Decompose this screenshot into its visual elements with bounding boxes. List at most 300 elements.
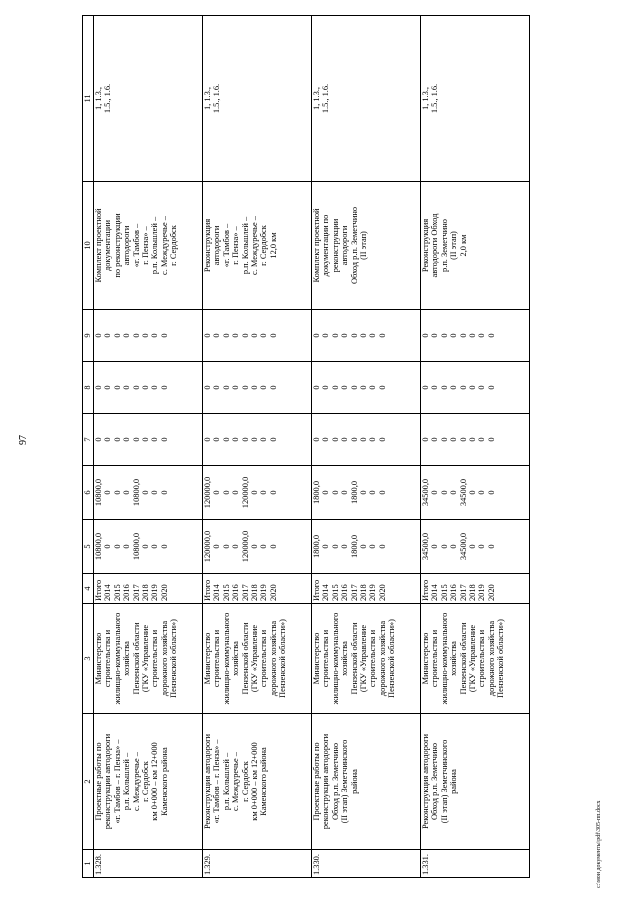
funding-local-cell: 0: [112, 385, 122, 390]
funding-local-cell: 0: [321, 385, 331, 390]
funding-local-cell: 0: [240, 385, 250, 390]
row-number: 1.330.: [312, 850, 421, 878]
activity-name-line: Проектные работы по: [312, 742, 321, 821]
executor-line: дорожного хозяйства: [159, 620, 169, 697]
year-cell: 2020: [486, 584, 496, 601]
result-column: [421, 182, 530, 310]
funding-other-cell: 0: [477, 333, 487, 338]
funding-federal-cell: 0: [212, 437, 222, 442]
funding-total-cell: 0: [321, 544, 331, 549]
funding-regional-cell: 0: [377, 490, 387, 495]
year-cell: 2015: [221, 584, 231, 601]
funding-federal-cell: 0: [340, 437, 350, 442]
executor-line: дорожного хозяйства: [377, 620, 387, 697]
executor-line: Пензенской области: [458, 622, 468, 695]
funding-federal-cell: 0: [203, 437, 212, 442]
funding-total-cell: 34500,0: [421, 532, 430, 561]
funding-total-column: [203, 520, 312, 574]
funding-other-cell: 0: [449, 333, 459, 338]
funding-total-cell: 1800,0: [349, 534, 359, 559]
year-cell: 2020: [159, 584, 169, 601]
executor-line: Министерство: [312, 632, 321, 685]
funding-other-cell: 0: [358, 333, 368, 338]
funding-local-cell: 0: [349, 385, 359, 390]
funding-federal-cell: 0: [249, 437, 259, 442]
funding-total-cell: 0: [212, 544, 222, 549]
executor-line: строительства и: [477, 629, 487, 688]
executor-line: (ГКУ «Управление: [358, 624, 368, 693]
result-line: г. Сердобск: [169, 225, 179, 266]
funding-local-cell: 0: [439, 385, 449, 390]
funding-local-cell: 0: [486, 385, 496, 390]
result-line: реконструкции: [330, 218, 340, 273]
funding-total-cell: 0: [486, 544, 496, 549]
funding-federal-cell: 0: [358, 437, 368, 442]
funding-federal-column: [421, 414, 530, 466]
funding-other-cell: 0: [349, 333, 359, 338]
funding-federal-cell: 0: [103, 437, 113, 442]
funding-regional-cell: 34500,0: [458, 478, 468, 507]
funding-regional-cell: 120000,0: [203, 476, 212, 509]
funding-other-cell: 0: [131, 333, 141, 338]
funding-federal-cell: 0: [94, 437, 103, 442]
indicator-ref-line: 1, 1.3.,: [94, 86, 103, 111]
funding-local-cell: 0: [377, 385, 387, 390]
year-cell: 2016: [231, 584, 241, 601]
year-cell: 2019: [259, 584, 269, 601]
year-cell: 2015: [330, 584, 340, 601]
funding-federal-cell: 0: [467, 437, 477, 442]
result-column: [203, 182, 312, 310]
year-cell: 2019: [477, 584, 487, 601]
year-column: [312, 574, 421, 604]
result-line: «г. Тамбов –: [221, 223, 231, 268]
funding-total-cell: 10800,0: [94, 532, 103, 561]
activity-name-line: района: [349, 769, 359, 794]
executor-line: строительства и: [321, 629, 331, 688]
funding-regional-cell: 0: [249, 490, 259, 495]
executor-line: Министерство: [94, 632, 103, 685]
funding-other-column: [421, 310, 530, 362]
executor-column: [94, 604, 203, 714]
executor-line: жилищно-коммунального: [112, 612, 122, 705]
executor-line: строительства и: [150, 629, 160, 688]
executor-column: [312, 604, 421, 714]
result-line: Комплект проектной: [312, 208, 321, 283]
result-line: Реконструкция: [203, 218, 212, 273]
funding-local-column: [312, 362, 421, 414]
funding-regional-cell: 0: [321, 490, 331, 495]
table-row: [421, 16, 530, 878]
executor-line: Пензенской области»): [387, 619, 397, 698]
funding-regional-cell: 0: [150, 490, 160, 495]
funding-regional-cell: 0: [221, 490, 231, 495]
activity-name-line: км 0+000 – км 12+000: [249, 742, 259, 821]
funding-federal-cell: 0: [268, 437, 278, 442]
activity-name-line: Проектные работы по: [94, 742, 103, 821]
year-cell: 2018: [358, 584, 368, 601]
indicator-ref-column: [421, 16, 530, 182]
year-cell: 2015: [439, 584, 449, 601]
funding-total-cell: 0: [249, 544, 259, 549]
funding-federal-cell: 0: [368, 437, 378, 442]
table-row: [312, 16, 421, 878]
funding-local-cell: 0: [103, 385, 113, 390]
funding-total-cell: 0: [122, 544, 132, 549]
funding-local-cell: 0: [131, 385, 141, 390]
col-header: 6: [83, 466, 94, 520]
funding-other-cell: 0: [486, 333, 496, 338]
year-cell: 2015: [112, 584, 122, 601]
year-cell: 2020: [268, 584, 278, 601]
col-header: 11: [83, 16, 94, 182]
funding-regional-cell: 34500,0: [421, 478, 430, 507]
indicator-ref-line: 1.5., 1.6.: [321, 83, 331, 114]
result-line: г. Сердобск: [259, 225, 269, 266]
funding-regional-cell: 0: [140, 490, 150, 495]
activity-name-line: Реконструкция автодороги: [421, 734, 430, 829]
funding-regional-cell: 0: [449, 490, 459, 495]
result-line: автодороги: [340, 225, 350, 266]
result-column: [312, 182, 421, 310]
funding-local-cell: 0: [368, 385, 378, 390]
year-cell: 2014: [103, 584, 113, 601]
result-line: с. Междуречье –: [159, 216, 169, 275]
activity-name-column: [94, 714, 203, 850]
executor-line: дорожного хозяйства: [486, 620, 496, 697]
funding-regional-cell: 0: [439, 490, 449, 495]
funding-local-cell: 0: [94, 385, 103, 390]
executor-line: строительства и: [368, 629, 378, 688]
result-line: р.п. Кольшлей –: [240, 216, 250, 275]
executor-column: [203, 604, 312, 714]
funding-other-cell: 0: [377, 333, 387, 338]
activity-name-column: [203, 714, 312, 850]
result-line: документации по: [321, 214, 331, 277]
funding-regional-cell: 0: [358, 490, 368, 495]
year-column: [203, 574, 312, 604]
activity-name-line: (II этап) Земетчинского: [340, 739, 350, 824]
funding-other-cell: 0: [103, 333, 113, 338]
funding-federal-cell: 0: [377, 437, 387, 442]
funding-regional-cell: 10800,0: [94, 478, 103, 507]
funding-total-cell: 120000,0: [240, 530, 250, 563]
funding-local-cell: 0: [312, 385, 321, 390]
funding-total-cell: 120000,0: [203, 530, 212, 563]
funding-total-cell: 0: [221, 544, 231, 549]
activity-name-line: с. Междуречье –: [231, 752, 241, 811]
funding-federal-cell: 0: [122, 437, 132, 442]
funding-federal-cell: 0: [231, 437, 241, 442]
funding-other-cell: 0: [340, 333, 350, 338]
funding-federal-cell: 0: [486, 437, 496, 442]
result-column: [94, 182, 203, 310]
result-line: с. Междуречье –: [249, 216, 259, 275]
funding-federal-cell: 0: [477, 437, 487, 442]
funding-local-cell: 0: [122, 385, 132, 390]
executor-line: жилищно-коммунального: [221, 612, 231, 705]
year-cell: 2018: [467, 584, 477, 601]
funding-total-cell: 0: [231, 544, 241, 549]
funding-total-cell: 0: [150, 544, 160, 549]
funding-federal-cell: 0: [240, 437, 250, 442]
result-line: (II этап): [449, 231, 459, 260]
indicator-ref-line: 1.5., 1.6.: [430, 83, 440, 114]
result-line: р.п. Кольшлей –: [150, 216, 160, 275]
executor-line: строительства и: [430, 629, 440, 688]
executor-line: Министерство: [203, 632, 212, 685]
funding-federal-cell: 0: [159, 437, 169, 442]
year-column: [421, 574, 530, 604]
year-cell: 2016: [122, 584, 132, 601]
funding-other-cell: 0: [259, 333, 269, 338]
executor-line: Пензенской области: [240, 622, 250, 695]
funding-federal-cell: 0: [430, 437, 440, 442]
executor-line: Пензенской области: [349, 622, 359, 695]
year-cell: 2019: [368, 584, 378, 601]
funding-local-cell: 0: [430, 385, 440, 390]
funding-other-column: [203, 310, 312, 362]
funding-regional-column: [312, 466, 421, 520]
result-line: по реконструкции: [112, 213, 122, 278]
funding-total-cell: 0: [103, 544, 113, 549]
executor-line: Пензенской области: [131, 622, 141, 695]
activity-name-line: Обход р.п. Земетчино: [430, 742, 440, 821]
funding-regional-cell: 0: [486, 490, 496, 495]
funding-federal-column: [94, 414, 203, 466]
funding-federal-cell: 0: [449, 437, 459, 442]
funding-regional-cell: 0: [268, 490, 278, 495]
executor-line: (ГКУ «Управление: [249, 624, 259, 693]
executor-line: Пензенской области»): [169, 619, 179, 698]
funding-federal-cell: 0: [150, 437, 160, 442]
funding-local-cell: 0: [203, 385, 212, 390]
col-header: 10: [83, 182, 94, 310]
activity-name-line: р.п. Кольшлей –: [122, 752, 132, 811]
funding-local-cell: 0: [140, 385, 150, 390]
year-cell: Итого: [421, 579, 430, 601]
year-cell: 2014: [321, 584, 331, 601]
funding-local-cell: 0: [358, 385, 368, 390]
executor-line: жилищно-коммунального: [330, 612, 340, 705]
funding-total-cell: 0: [112, 544, 122, 549]
funding-federal-cell: 0: [439, 437, 449, 442]
activity-name-line: района: [449, 769, 459, 794]
funding-local-cell: 0: [249, 385, 259, 390]
row-number: 1.331.: [421, 850, 530, 878]
funding-federal-cell: 0: [321, 437, 331, 442]
year-cell: 2019: [150, 584, 160, 601]
activity-name-column: [312, 714, 421, 850]
funding-other-column: [312, 310, 421, 362]
result-line: 2,0 км: [458, 234, 468, 257]
executor-line: Министерство: [421, 632, 430, 685]
funding-other-cell: 0: [467, 333, 477, 338]
activity-name-line: Каменского района: [159, 747, 169, 816]
funding-total-cell: 0: [477, 544, 487, 549]
funding-other-cell: 0: [231, 333, 241, 338]
funding-other-cell: 0: [159, 333, 169, 338]
activity-name-line: г. Сердобск: [140, 761, 150, 802]
funding-total-cell: 0: [330, 544, 340, 549]
indicator-ref-line: 1.5., 1.6.: [103, 83, 113, 114]
funding-total-cell: 10800,0: [131, 532, 141, 561]
funding-total-cell: 0: [377, 544, 387, 549]
funding-regional-column: [94, 466, 203, 520]
funding-regional-cell: 0: [122, 490, 132, 495]
funding-total-cell: 0: [430, 544, 440, 549]
funding-other-cell: 0: [94, 333, 103, 338]
funding-federal-cell: 0: [221, 437, 231, 442]
year-cell: 2018: [249, 584, 259, 601]
funding-regional-cell: 0: [212, 490, 222, 495]
funding-other-cell: 0: [140, 333, 150, 338]
funding-total-column: [421, 520, 530, 574]
funding-regional-cell: 120000,0: [240, 476, 250, 509]
funding-total-cell: 0: [159, 544, 169, 549]
funding-total-cell: 0: [439, 544, 449, 549]
funding-regional-cell: 0: [368, 490, 378, 495]
executor-line: строительства и: [212, 629, 222, 688]
year-cell: Итого: [94, 579, 103, 601]
executor-column: [421, 604, 530, 714]
funding-regional-cell: 0: [330, 490, 340, 495]
table-row: [203, 16, 312, 878]
activity-name-line: г. Сердобск: [240, 761, 250, 802]
funding-total-cell: 0: [368, 544, 378, 549]
funding-regional-cell: 0: [340, 490, 350, 495]
col-header: 9: [83, 310, 94, 362]
funding-total-cell: 0: [358, 544, 368, 549]
funding-total-column: [312, 520, 421, 574]
program-table: [82, 15, 530, 878]
funding-federal-cell: 0: [458, 437, 468, 442]
funding-local-column: [421, 362, 530, 414]
funding-other-cell: 0: [321, 333, 331, 338]
col-header: 7: [83, 414, 94, 466]
year-cell: Итого: [203, 579, 212, 601]
executor-line: хозяйства: [340, 641, 350, 676]
funding-regional-column: [421, 466, 530, 520]
funding-local-column: [94, 362, 203, 414]
col-header: 5: [83, 520, 94, 574]
activity-name-line: (II этап) Земетчинского: [439, 739, 449, 824]
indicator-ref-line: 1, 1.3.,: [203, 86, 212, 111]
result-line: (II этап): [358, 231, 368, 260]
executor-line: хозяйства: [122, 641, 132, 676]
activity-name-line: с. Междуречье –: [131, 752, 141, 811]
funding-other-cell: 0: [439, 333, 449, 338]
year-cell: 2014: [212, 584, 222, 601]
activity-name-line: Обход р.п. Земетчино: [330, 742, 340, 821]
result-line: 12,0 км: [268, 232, 278, 259]
result-line: Комплект проектной: [94, 208, 103, 283]
result-line: автодороги: [212, 225, 222, 266]
funding-total-column: [94, 520, 203, 574]
funding-local-cell: 0: [467, 385, 477, 390]
funding-total-cell: 34500,0: [458, 532, 468, 561]
result-line: р.п. Земетчино: [439, 219, 449, 272]
funding-federal-cell: 0: [349, 437, 359, 442]
funding-total-cell: 0: [340, 544, 350, 549]
result-line: г. Пенза» –: [140, 226, 150, 265]
executor-line: дорожного хозяйства: [268, 620, 278, 697]
executor-line: хозяйства: [449, 641, 459, 676]
result-line: документации: [103, 220, 113, 271]
funding-local-cell: 0: [421, 385, 430, 390]
funding-regional-cell: 1800,0: [312, 480, 321, 505]
indicator-ref-line: 1, 1.3.,: [312, 86, 321, 111]
executor-line: строительства и: [103, 629, 113, 688]
year-column: [94, 574, 203, 604]
funding-other-cell: 0: [312, 333, 321, 338]
funding-regional-cell: 0: [231, 490, 241, 495]
funding-total-cell: 0: [467, 544, 477, 549]
activity-name-line: реконструкции автодороги: [321, 733, 331, 830]
funding-federal-column: [203, 414, 312, 466]
activity-name-line: Каменского района: [259, 747, 269, 816]
result-line: Реконструкция: [421, 218, 430, 273]
year-cell: 2017: [458, 584, 468, 601]
funding-other-cell: 0: [112, 333, 122, 338]
funding-total-cell: 0: [259, 544, 269, 549]
funding-local-cell: 0: [458, 385, 468, 390]
funding-regional-cell: 0: [477, 490, 487, 495]
result-line: Обход р.п. Земетчино: [349, 206, 359, 285]
activity-name-line: реконструкции автодороги: [103, 733, 113, 830]
funding-local-cell: 0: [340, 385, 350, 390]
funding-other-column: [94, 310, 203, 362]
funding-local-cell: 0: [212, 385, 222, 390]
funding-total-cell: 1800,0: [312, 534, 321, 559]
header-row: [83, 16, 94, 878]
activity-name-line: Реконструкция автодороги: [203, 734, 212, 829]
indicator-ref-column: [312, 16, 421, 182]
funding-other-cell: 0: [122, 333, 132, 338]
funding-other-cell: 0: [221, 333, 231, 338]
result-line: г. Пенза» –: [231, 226, 241, 265]
funding-regional-cell: 0: [159, 490, 169, 495]
funding-total-cell: 0: [140, 544, 150, 549]
funding-federal-cell: 0: [330, 437, 340, 442]
activity-name-line: «г. Тамбов – г. Пенза» –: [212, 739, 222, 824]
year-cell: Итого: [312, 579, 321, 601]
executor-line: (ГКУ «Управление: [467, 624, 477, 693]
activity-name-column: [421, 714, 530, 850]
col-header: 8: [83, 362, 94, 414]
funding-other-cell: 0: [330, 333, 340, 338]
funding-other-cell: 0: [240, 333, 250, 338]
funding-local-cell: 0: [231, 385, 241, 390]
funding-other-cell: 0: [268, 333, 278, 338]
funding-regional-cell: 0: [112, 490, 122, 495]
funding-federal-cell: 0: [312, 437, 321, 442]
year-cell: 2018: [140, 584, 150, 601]
funding-regional-cell: 0: [103, 490, 113, 495]
indicator-ref-column: [203, 16, 312, 182]
funding-other-cell: 0: [212, 333, 222, 338]
executor-line: Пензенской области»): [496, 619, 506, 698]
funding-local-cell: 0: [330, 385, 340, 390]
executor-line: (ГКУ «Управление: [140, 624, 150, 693]
executor-line: жилищно-коммунального: [439, 612, 449, 705]
funding-other-cell: 0: [249, 333, 259, 338]
table-row: [94, 16, 203, 878]
funding-federal-cell: 0: [259, 437, 269, 442]
funding-other-cell: 0: [203, 333, 212, 338]
funding-regional-column: [203, 466, 312, 520]
result-line: «г. Тамбов –: [131, 223, 141, 268]
